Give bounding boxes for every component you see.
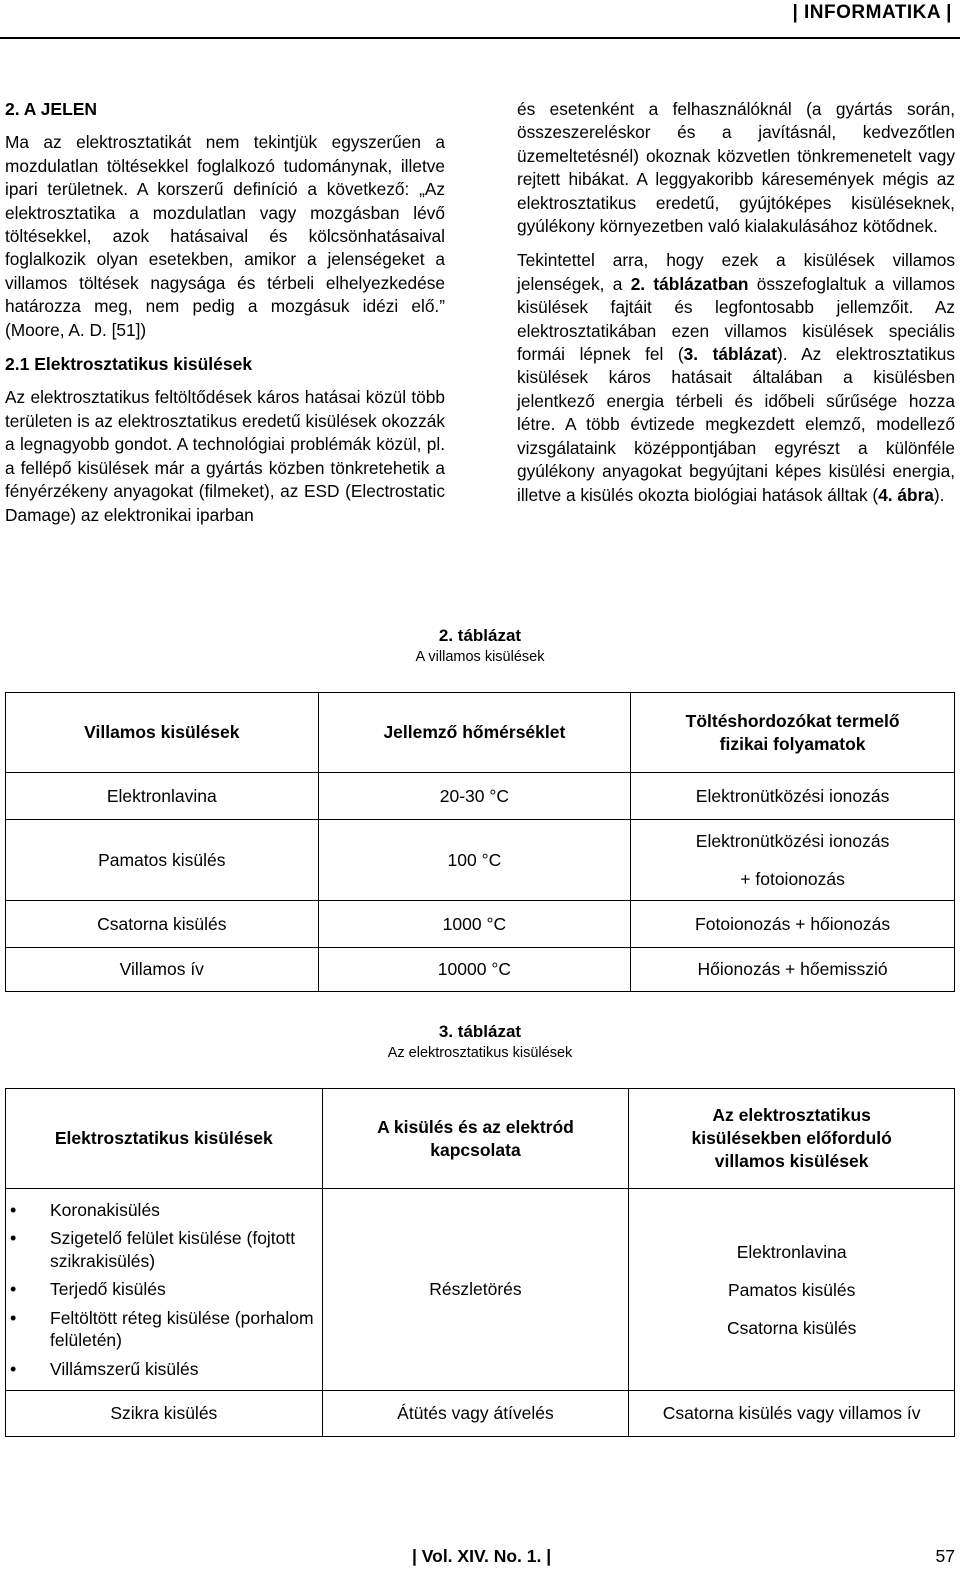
table-cell: Elektronütközési ionozás <box>631 773 955 820</box>
table-cell: Villamos ív <box>6 948 319 992</box>
table-villamos-kisulesek <box>5 692 955 992</box>
header-cell: Töltéshordozókat termelő fizikai folyamatok <box>631 693 955 773</box>
table-cell: Fotoionozás + hőionozás <box>631 901 955 948</box>
header-cell: Villamos kisülések <box>6 693 319 773</box>
journal-section-title: | INFORMATIKA | <box>792 2 952 23</box>
header-cell: Az elektrosztatikus kisülésekben előforduló villamos kisülések <box>629 1089 955 1189</box>
table3-title: 3. táblázat <box>438 1022 522 1041</box>
table-cell: Pamatos kisülés <box>6 820 319 901</box>
table-cell: 100 °C <box>318 820 631 901</box>
discharge-line: Pamatos kisülés <box>727 1279 856 1300</box>
table-row <box>6 773 955 820</box>
table2-title: 2. táblázat <box>438 626 522 645</box>
table-header-row <box>6 693 955 773</box>
table-cell <box>6 1189 323 1391</box>
paragraph-continuation: és esetenként a felhasználóknál (a gyártás során, összeszereléskor és a javításnál, kedvezőtlen üzemeltetésnél) okoznak közvetlen tönkremenetelt vagy rejtett hibákat. A leggyakoribb káresemények mégis az elektrosztatikus eredetű, gyújtóképes kisüléseknek, gyúlékony környezetben való kialakulásához kötődnek. <box>517 99 955 237</box>
header-cell: Elektrosztatikus kisülések <box>6 1089 323 1189</box>
table-cell: Hőionozás + hőemisszió <box>631 948 955 992</box>
table-cell: Szikra kisülés <box>6 1391 323 1437</box>
table-header-row <box>6 1089 955 1189</box>
list-item: • Koronakisülés <box>6 1199 322 1222</box>
table-reference: 3. táblázat <box>683 344 777 365</box>
paragraph-definition: Ma az elektrosztatikát nem tekintjük egyszerűen a mozdulatlan töltésekkel foglalkozó tudománynak, illetve ipari területnek. A korszerű definíció a következő: „Az elektrosztatika a mozdulatlan vagy mozgásban lévő töltésekkel, azok hatásaival és kölcsönhatásaival foglalkozik olyan esetekben, amikor a jelenségeket a villamos töltések nagysága és térbeli elhelyezkedése határozza meg, nem pedig a mozgásuk idézi elő.” (Moore, A. D. [51]) <box>5 132 445 340</box>
text-run: ). <box>933 484 945 505</box>
table-row <box>6 820 955 901</box>
discharge-line: Csatorna kisülés <box>726 1317 857 1338</box>
table-cell: Csatorna kisülés vagy villamos ív <box>629 1391 955 1437</box>
table-cell: Átütés vagy átívelés <box>322 1391 629 1437</box>
table2-caption <box>0 625 960 667</box>
table-row <box>6 901 955 948</box>
right-column <box>517 98 955 518</box>
figure-reference: 4. ábra <box>878 484 934 505</box>
table-cell: 20-30 °C <box>318 773 631 820</box>
table3-caption <box>0 1021 960 1063</box>
discharge-line: Elektronlavina <box>736 1241 847 1262</box>
subsection-heading: 2.1 Elektrosztatikus kisülések <box>5 354 253 375</box>
table-cell <box>631 820 955 901</box>
table-elektrosztatikus-kisulesek <box>5 1088 955 1437</box>
table3-subtitle: Az elektrosztatikus kisülések <box>387 1045 573 1061</box>
text-run: ). Az elektrosztatikus kisülések káros hatásait általában a kisülésben jelentkező energia térbeli és időbeli sűrűsége hozza létre. A több évtizede megkezdett elemző, modellező vizsgálataink középpontjában egyrészt a különféle gyúlékony anyagokat begyújtani képes kisülési energia, illetve a kisülés okozta biológiai hatások álltak ( <box>517 344 955 505</box>
process-line: + fotoionozás <box>740 869 845 889</box>
table-row <box>6 1189 955 1391</box>
header-cell: A kisülés és az elektród kapcsolata <box>322 1089 629 1189</box>
table-cell: Csatorna kisülés <box>6 901 319 948</box>
page-number: 57 <box>935 1546 955 1566</box>
table-cell <box>629 1189 955 1391</box>
list-item: • Terjedő kisülés <box>6 1278 322 1301</box>
text-run: Tekintettel arra, hogy ezek a kisülések villamos jelenségek, a <box>517 250 955 294</box>
list-item: • Villámszerű kisülés <box>6 1358 322 1381</box>
paragraph-discharges: Az elektrosztatikus feltöltődések káros hatásai közül több területen is az elektrosztatikus eredetű kisülések okozzák a legnagyobb gondot. A technológiai problémák közül, pl. a fellépő kisülések már a gyártás közben tönkretehetik a fényérzékeny anyagokat (filmeket), az ESD (Electrostatic Damage) az elektronikai iparban <box>5 387 445 525</box>
table-reference: 2. táblázatban <box>630 273 749 294</box>
table-cell: Elektronlavina <box>6 773 319 820</box>
paragraph-tables-intro <box>517 249 955 506</box>
header-cell: Jellemző hőmérséklet <box>318 693 631 773</box>
table-row <box>6 948 955 992</box>
list-item: • Szigetelő felület kisülése (fojtott szikrakisülés) <box>6 1227 322 1272</box>
table-row <box>6 1391 955 1437</box>
list-item: • Feltöltött réteg kisülése (porhalom felületén) <box>6 1307 322 1352</box>
header-divider <box>0 37 960 39</box>
section-heading: 2. A JELEN <box>5 99 98 119</box>
process-line: Elektronütközési ionozás <box>695 831 890 851</box>
table-cell: 1000 °C <box>318 901 631 948</box>
footer-volume: | Vol. XIV. No. 1. | <box>412 1546 552 1566</box>
discharge-list <box>6 1199 322 1381</box>
table-cell: Részletörés <box>322 1189 629 1391</box>
left-column <box>5 98 445 538</box>
text-run: összefoglaltuk a villamos kisülések fajtáit és legfontosabb jellemzőit. Az elektrosztatikában ezen villamos kisülések speciális formái lépnek fel ( <box>517 273 955 365</box>
table2-subtitle: A villamos kisülések <box>415 649 545 665</box>
table-cell: 10000 °C <box>318 948 631 992</box>
